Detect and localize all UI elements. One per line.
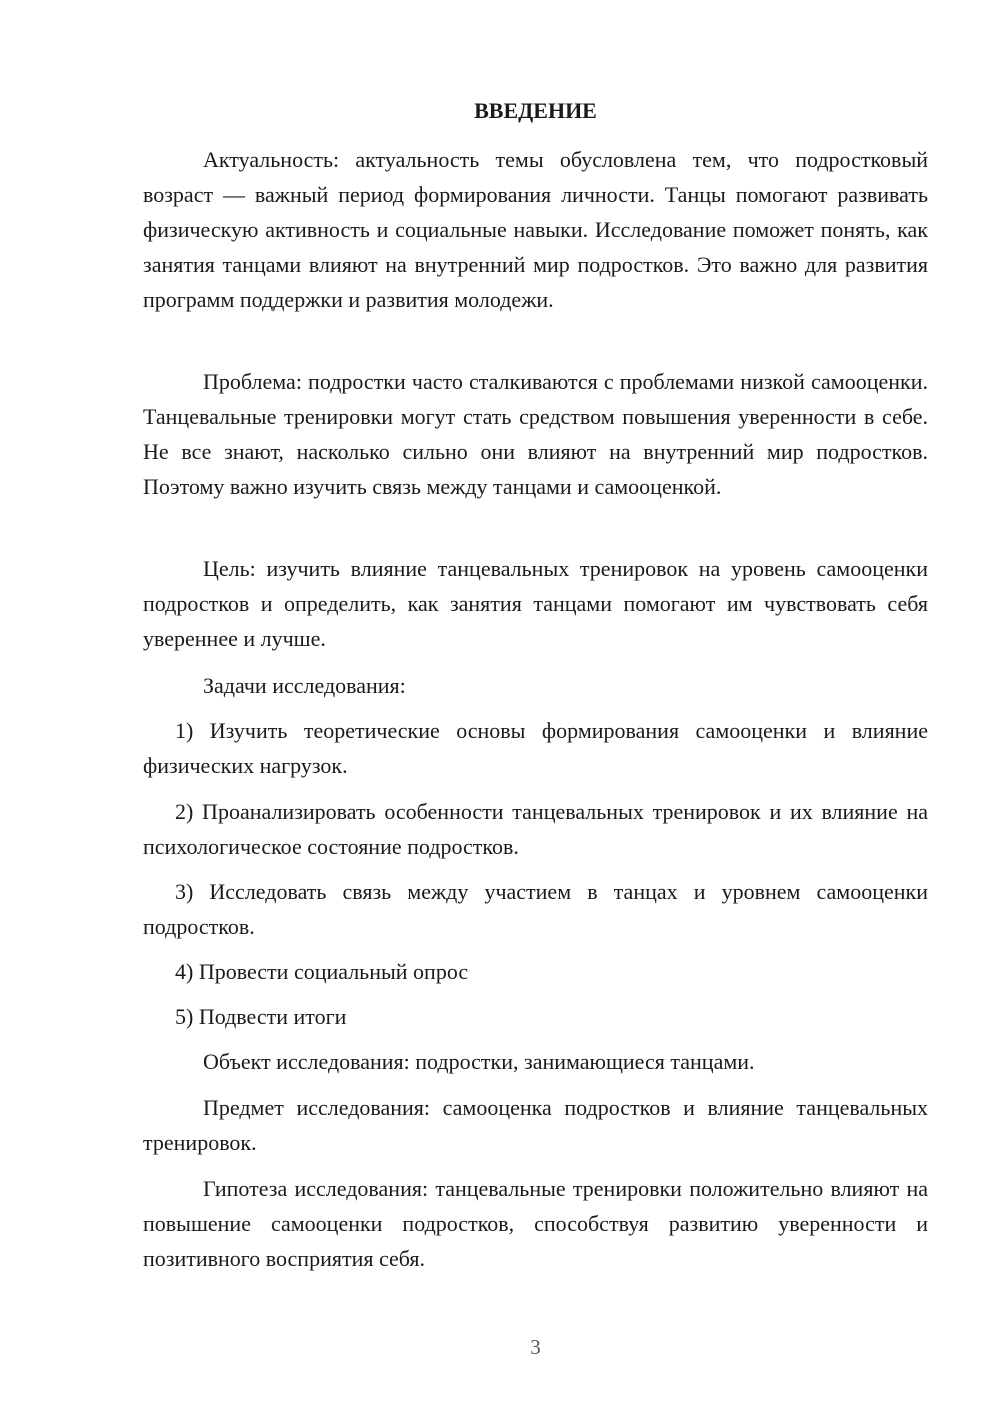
list-item-task-4: 4) Провести социальный опрос [175, 959, 469, 984]
paragraph-subject: Предмет исследования: самооценка подростков и влияние танцевальных тренировок. [143, 1095, 928, 1155]
list-item-task-2: 2) Проанализировать особенности танцевальных тренировок и их влияние на психологическое состояние подростков. [143, 799, 928, 859]
section-heading: ВВЕДЕНИЕ [474, 98, 597, 123]
paragraph-relevance: Актуальность: актуальность темы обусловлена тем, что подростковый возраст — важный период формирования личности. Танцы помогают развивать физическую активность и социальные навыки. Исследование поможет понять, как занятия танцами влияют на внутренний мир подростков. Это важно для развития программ поддержки и развития молодежи. [143, 147, 928, 312]
paragraph-problem: Проблема: подростки часто сталкиваются с проблемами низкой самооценки. Танцевальные тренировки могут стать средством повышения уверенности в себе. Не все знают, насколько сильно они влияют на внутренний мир подростков. Поэтому важно изучить связь между танцами и самооценкой. [143, 369, 928, 499]
list-item-task-3: 3) Исследовать связь между участием в танцах и уровнем самооценки подростков. [143, 879, 928, 939]
paragraph-hypothesis: Гипотеза исследования: танцевальные тренировки положительно влияют на повышение самооценки подростков, способствуя развитию уверенности и позитивного восприятия себя. [143, 1176, 928, 1271]
paragraph-goal: Цель: изучить влияние танцевальных тренировок на уровень самооценки подростков и определить, как занятия танцами помогают им чувствовать себя увереннее и лучше. [143, 556, 928, 651]
document-page [143, 0, 928, 1414]
list-item-task-5: 5) Подвести итоги [175, 1004, 347, 1029]
list-item-task-1: 1) Изучить теоретические основы формирования самооценки и влияние физических нагрузок. [143, 718, 928, 778]
paragraph-tasks-title: Задачи исследования: [203, 673, 406, 698]
page-number: 3 [530, 1335, 541, 1359]
paragraph-object: Объект исследования: подростки, занимающиеся танцами. [203, 1049, 755, 1074]
